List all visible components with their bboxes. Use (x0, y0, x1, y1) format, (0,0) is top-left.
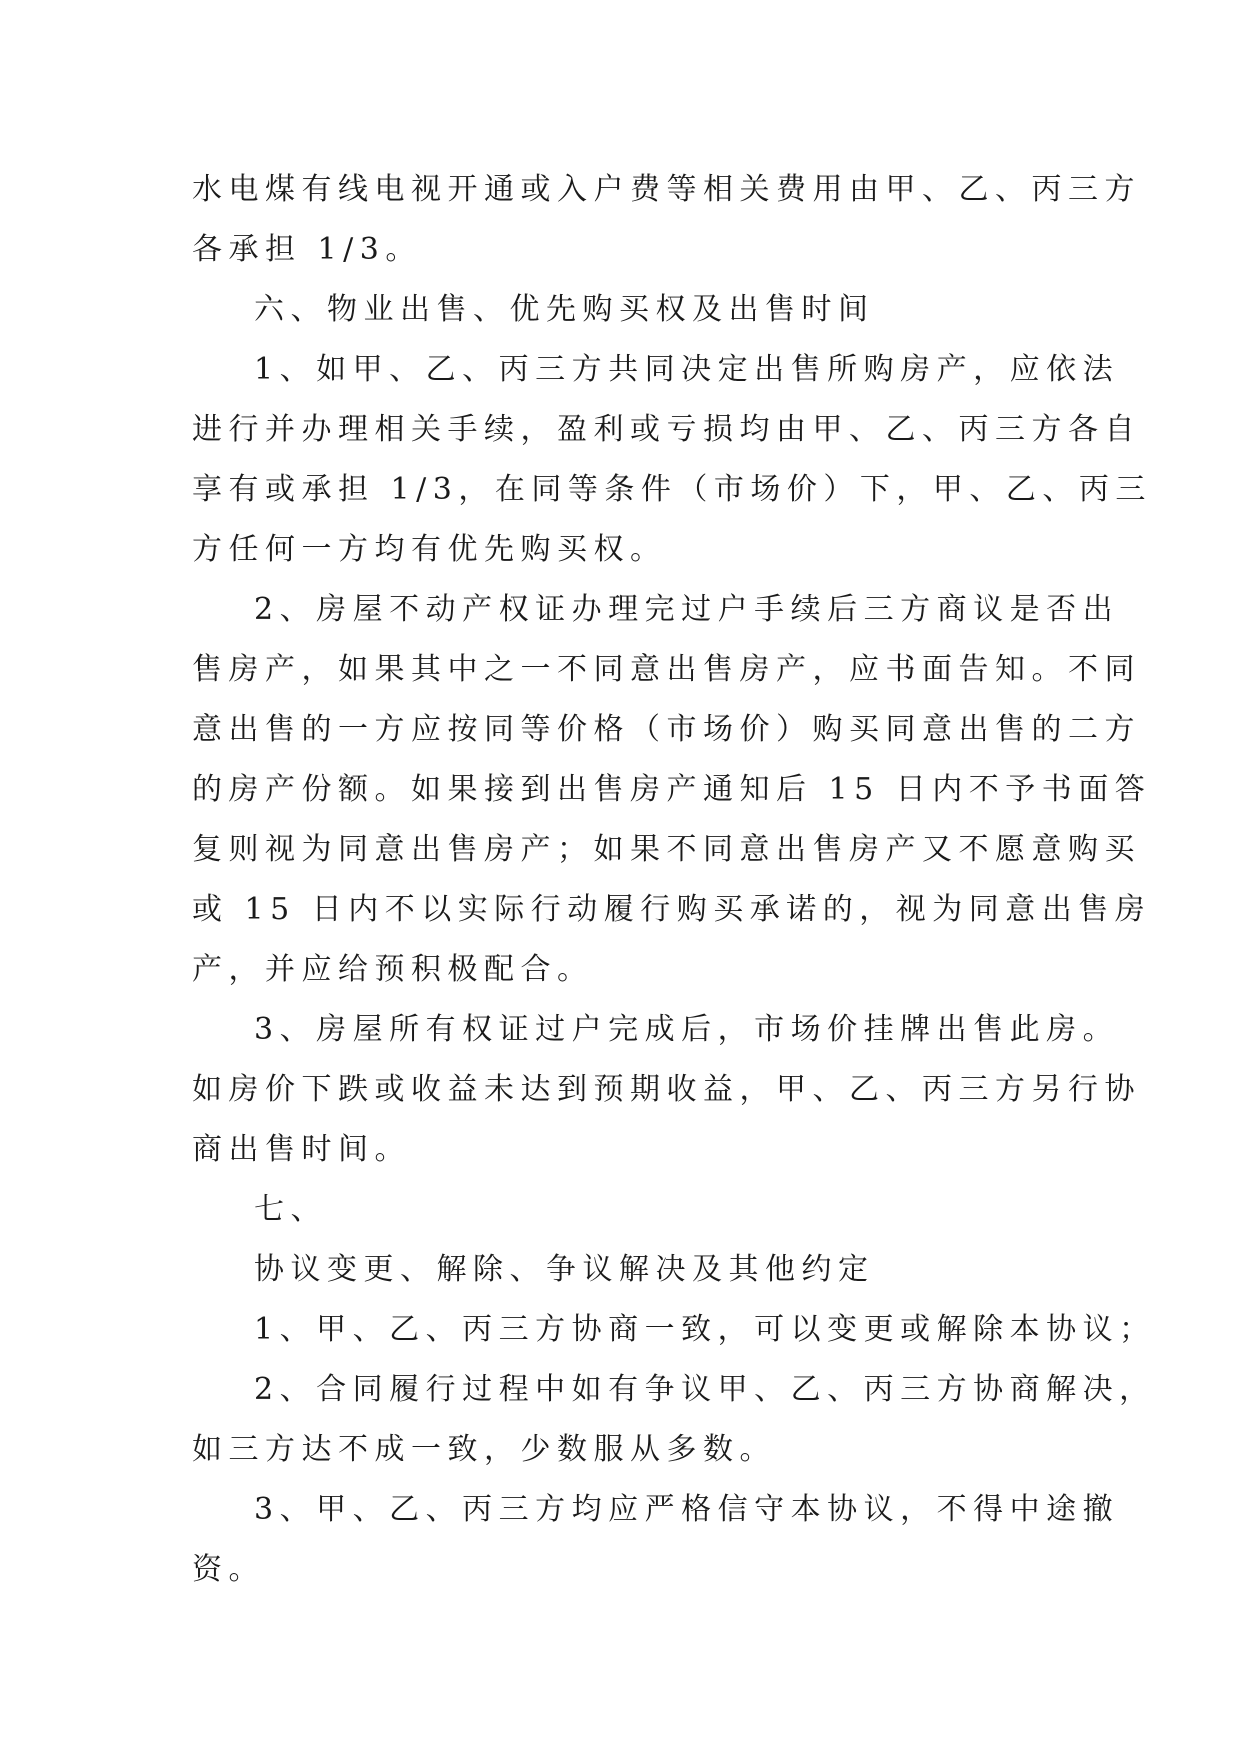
text-line: 3、甲、乙、丙三方均应严格信守本协议，不得中途撤 (254, 1492, 1120, 1527)
text-line: 方任何一方均有优先购买权。 (192, 532, 667, 567)
text-line: 1、如甲、乙、丙三方共同决定出售所购房产，应依法 (254, 352, 1120, 387)
text-line: 如三方达不成一致，少数服从多数。 (192, 1432, 776, 1467)
section-heading-six: 六、物业出售、优先购买权及出售时间 (254, 292, 875, 327)
text-line: 产，并应给预积极配合。 (192, 952, 594, 987)
text-line: 进行并办理相关手续，盈利或亏损均由甲、乙、丙三方各自 (192, 412, 1141, 447)
text-line: 或 15 日内不以实际行动履行购买承诺的，视为同意出售房 (192, 892, 1152, 927)
text-line: 售房产，如果其中之一不同意出售房产，应书面告知。不同 (192, 652, 1141, 687)
text-line: 如房价下跌或收益未达到预期收益，甲、乙、丙三方另行协 (192, 1072, 1141, 1107)
text-line: 的房产份额。如果接到出售房产通知后 15 日内不予书面答 (192, 772, 1152, 807)
text-line: 资。 (192, 1552, 265, 1587)
text-line: 2、房屋不动产权证办理完过户手续后三方商议是否出 (254, 592, 1120, 627)
section-heading-seven: 协议变更、解除、争议解决及其他约定 (254, 1252, 875, 1287)
text-line: 3、房屋所有权证过户完成后，市场价挂牌出售此房。 (254, 1012, 1120, 1047)
text-line: 商出售时间。 (192, 1132, 411, 1167)
text-line: 2、合同履行过程中如有争议甲、乙、丙三方协商解决， (254, 1372, 1156, 1407)
document-page (192, 160, 1156, 1600)
text-line: 享有或承担 1/3，在同等条件（市场价）下，甲、乙、丙三 (192, 472, 1152, 507)
text-line: 复则视为同意出售房产；如果不同意出售房产又不愿意购买 (192, 832, 1141, 867)
text-line: 各承担 1/3。 (192, 232, 422, 267)
text-line: 1、甲、乙、丙三方协商一致，可以变更或解除本协议； (254, 1312, 1156, 1347)
text-line: 意出售的一方应按同等价格（市场价）购买同意出售的二方 (192, 712, 1141, 747)
section-number-seven: 七、 (254, 1192, 327, 1227)
text-line: 水电煤有线电视开通或入户费等相关费用由甲、乙、丙三方 (192, 172, 1141, 207)
